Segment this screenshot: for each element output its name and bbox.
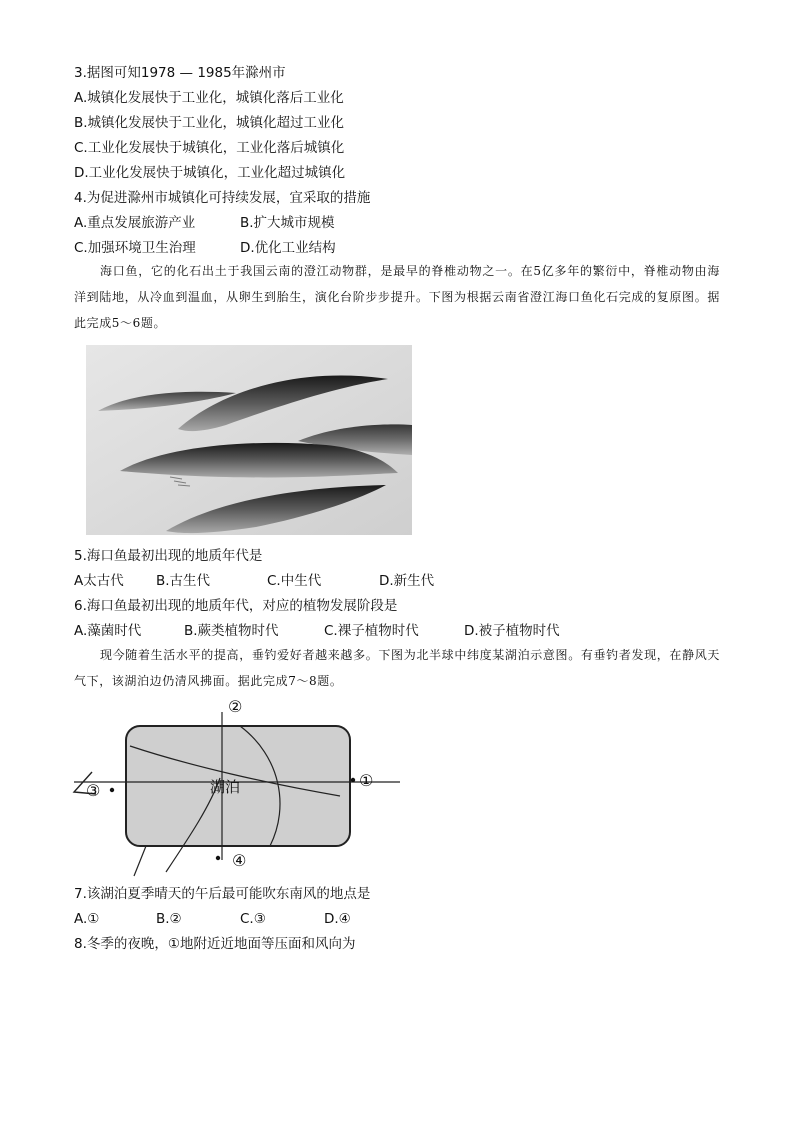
point-4-label: ④ bbox=[232, 851, 247, 870]
passage-lake: 现今随着生活水平的提高，垂钓爱好者越来越多。下图为北半球中纬度某湖泊示意图。有垂钓者发现，在静风天气下，该湖泊边仍清风拂面。据此完成7～8题。 bbox=[74, 648, 720, 688]
lake-schematic-map bbox=[70, 696, 410, 878]
q6-option-d: D.被子植物时代 bbox=[464, 623, 560, 639]
q7-option-d: D.④ bbox=[324, 911, 351, 927]
q4-option-b: B.扩大城市规模 bbox=[240, 215, 335, 231]
q7-option-a: A.① bbox=[74, 911, 100, 927]
q5-option-c: C.中生代 bbox=[267, 573, 322, 589]
haikouichthys-reconstruction-image bbox=[86, 345, 412, 535]
q3-stem: 3.据图可知1978 — 1985年滁州市 bbox=[74, 65, 286, 81]
q3-option-a: A.城镇化发展快于工业化，城镇化落后工业化 bbox=[74, 90, 344, 106]
q5-option-d: D.新生代 bbox=[379, 573, 435, 589]
q4-option-a: A.重点发展旅游产业 bbox=[74, 215, 196, 231]
passage-haikouichthys: 海口鱼，它的化石出土于我国云南的澄江动物群，是最早的脊椎动物之一。在5亿多年的繁衍中，脊椎动物由海洋到陆地，从冷血到温血，从卵生到胎生，演化台阶步步提升。下图为根据云南省澄江海口鱼化石完成的复原图。据此完成5～6题。 bbox=[74, 264, 720, 330]
q3-option-b: B.城镇化发展快于工业化，城镇化超过工业化 bbox=[74, 115, 345, 131]
arc-line-bottom-left bbox=[134, 846, 146, 876]
q6-option-a: A.藻菌时代 bbox=[74, 623, 142, 639]
lake-label: 湖泊 bbox=[210, 778, 241, 796]
point-1-label: ① bbox=[359, 771, 374, 790]
q7-option-c: C.③ bbox=[240, 911, 266, 927]
q7-stem: 7.该湖泊夏季晴天的午后最可能吹东南风的地点是 bbox=[74, 886, 371, 902]
q5-stem: 5.海口鱼最初出现的地质年代是 bbox=[74, 548, 263, 564]
q3-option-c: C.工业化发展快于城镇化，工业化落后城镇化 bbox=[74, 140, 345, 156]
point-2-label: ② bbox=[228, 697, 243, 716]
q8-stem: 8.冬季的夜晚，①地附近近地面等压面和风向为 bbox=[74, 936, 356, 952]
q4-option-c: C.加强环境卫生治理 bbox=[74, 240, 196, 256]
q7-option-b: B.② bbox=[156, 911, 182, 927]
q4-stem: 4.为促进滁州市城镇化可持续发展，宜采取的措施 bbox=[74, 190, 371, 206]
q6-stem: 6.海口鱼最初出现的地质年代，对应的植物发展阶段是 bbox=[74, 598, 398, 614]
q4-option-d: D.优化工业结构 bbox=[240, 240, 336, 256]
q5-option-a: A太古代 bbox=[74, 573, 124, 589]
q6-option-b: B.蕨类植物时代 bbox=[184, 623, 279, 639]
q5-option-b: B.古生代 bbox=[156, 573, 211, 589]
q3-option-d: D.工业化发展快于城镇化，工业化超过城镇化 bbox=[74, 165, 346, 181]
q6-option-c: C.裸子植物时代 bbox=[324, 623, 419, 639]
point-3-label: ③ bbox=[86, 781, 101, 800]
